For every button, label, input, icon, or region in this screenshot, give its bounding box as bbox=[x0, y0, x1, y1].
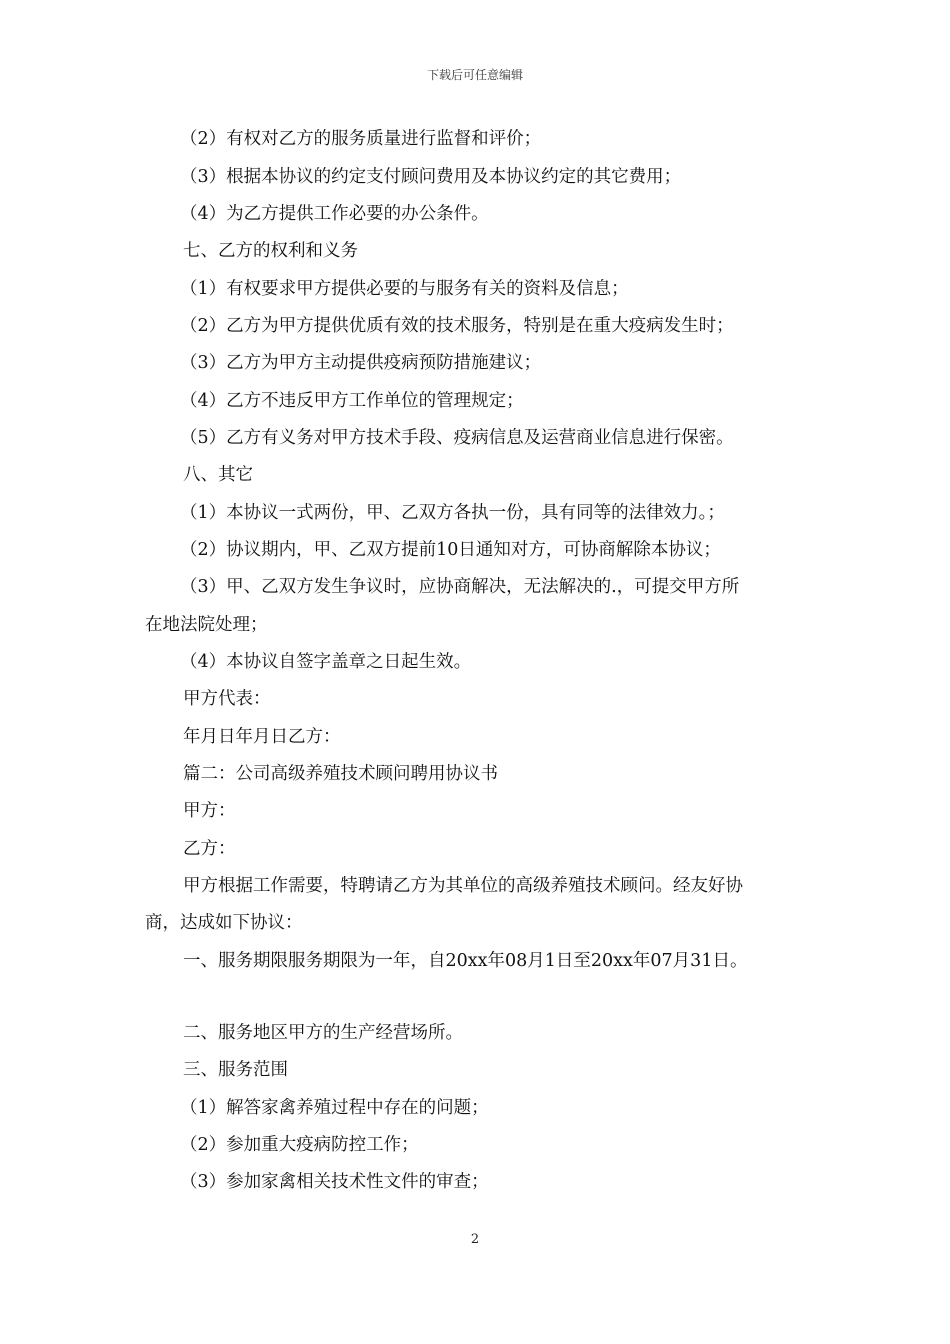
text-line: （3）甲、乙双方发生争议时，应协商解决，无法解决的.，可提交甲方所 bbox=[180, 577, 740, 597]
text-line: （2）参加重大疫病防控工作； bbox=[180, 1135, 419, 1155]
text-line: 甲方代表： bbox=[183, 689, 271, 709]
text-line: （4）为乙方提供工作必要的办公条件。 bbox=[180, 204, 489, 224]
text-line: （1）本协议一式两份，甲、乙双方各执一份，具有同等的法律效力。； bbox=[180, 503, 725, 523]
text-line: （2）有权对乙方的服务质量进行监督和评价； bbox=[180, 129, 542, 149]
section-heading: 七、乙方的权利和义务 bbox=[183, 241, 358, 261]
text-line: 在地法院处理； bbox=[145, 615, 268, 635]
text-line: （1）解答家禽养殖过程中存在的问题； bbox=[180, 1098, 489, 1118]
text-line: （5）乙方有义务对甲方技术手段、疫病信息及运营商业信息进行保密。 bbox=[180, 428, 734, 448]
text-line: 乙方： bbox=[183, 839, 236, 859]
text-line: （3）乙方为甲方主动提供疫病预防措施建议； bbox=[180, 353, 542, 373]
page-number: 2 bbox=[470, 1232, 480, 1247]
text-line: （4）乙方不违反甲方工作单位的管理规定； bbox=[180, 391, 524, 411]
text-line: 二、服务地区甲方的生产经营场所。 bbox=[183, 1023, 463, 1043]
text-line: 年月日年月日乙方： bbox=[183, 727, 341, 747]
text-line: 甲方根据工作需要，特聘请乙方为其单位的高级养殖技术顾问。经友好协 bbox=[183, 876, 743, 896]
section-heading: 三、服务范围 bbox=[183, 1060, 288, 1080]
text-line: （1）有权要求甲方提供必要的与服务有关的资料及信息； bbox=[180, 279, 629, 299]
text-line: （4）本协议自签字盖章之日起生效。 bbox=[180, 652, 472, 672]
text-line: （3）参加家禽相关技术性文件的审查； bbox=[180, 1172, 489, 1192]
text-line: 商，达成如下协议： bbox=[145, 913, 303, 933]
section-heading: 八、其它 bbox=[183, 465, 253, 485]
section-heading: 篇二：公司高级养殖技术顾问聘用协议书 bbox=[183, 764, 498, 784]
text-line: （2）乙方为甲方提供优质有效的技术服务，特别是在重大疫病发生时； bbox=[180, 316, 734, 336]
text-line: （2）协议期内，甲、乙双方提前10日通知对方，可协商解除本协议； bbox=[180, 540, 721, 560]
text-line: 一、服务期限服务期限为一年，自20xx年08月1日至20xx年07月31日。 bbox=[183, 951, 748, 971]
page-header: 下载后可任意编辑 bbox=[426, 68, 523, 82]
text-line: 甲方： bbox=[183, 801, 236, 821]
text-line: （3）根据本协议的约定支付顾问费用及本协议约定的其它费用； bbox=[180, 167, 682, 187]
